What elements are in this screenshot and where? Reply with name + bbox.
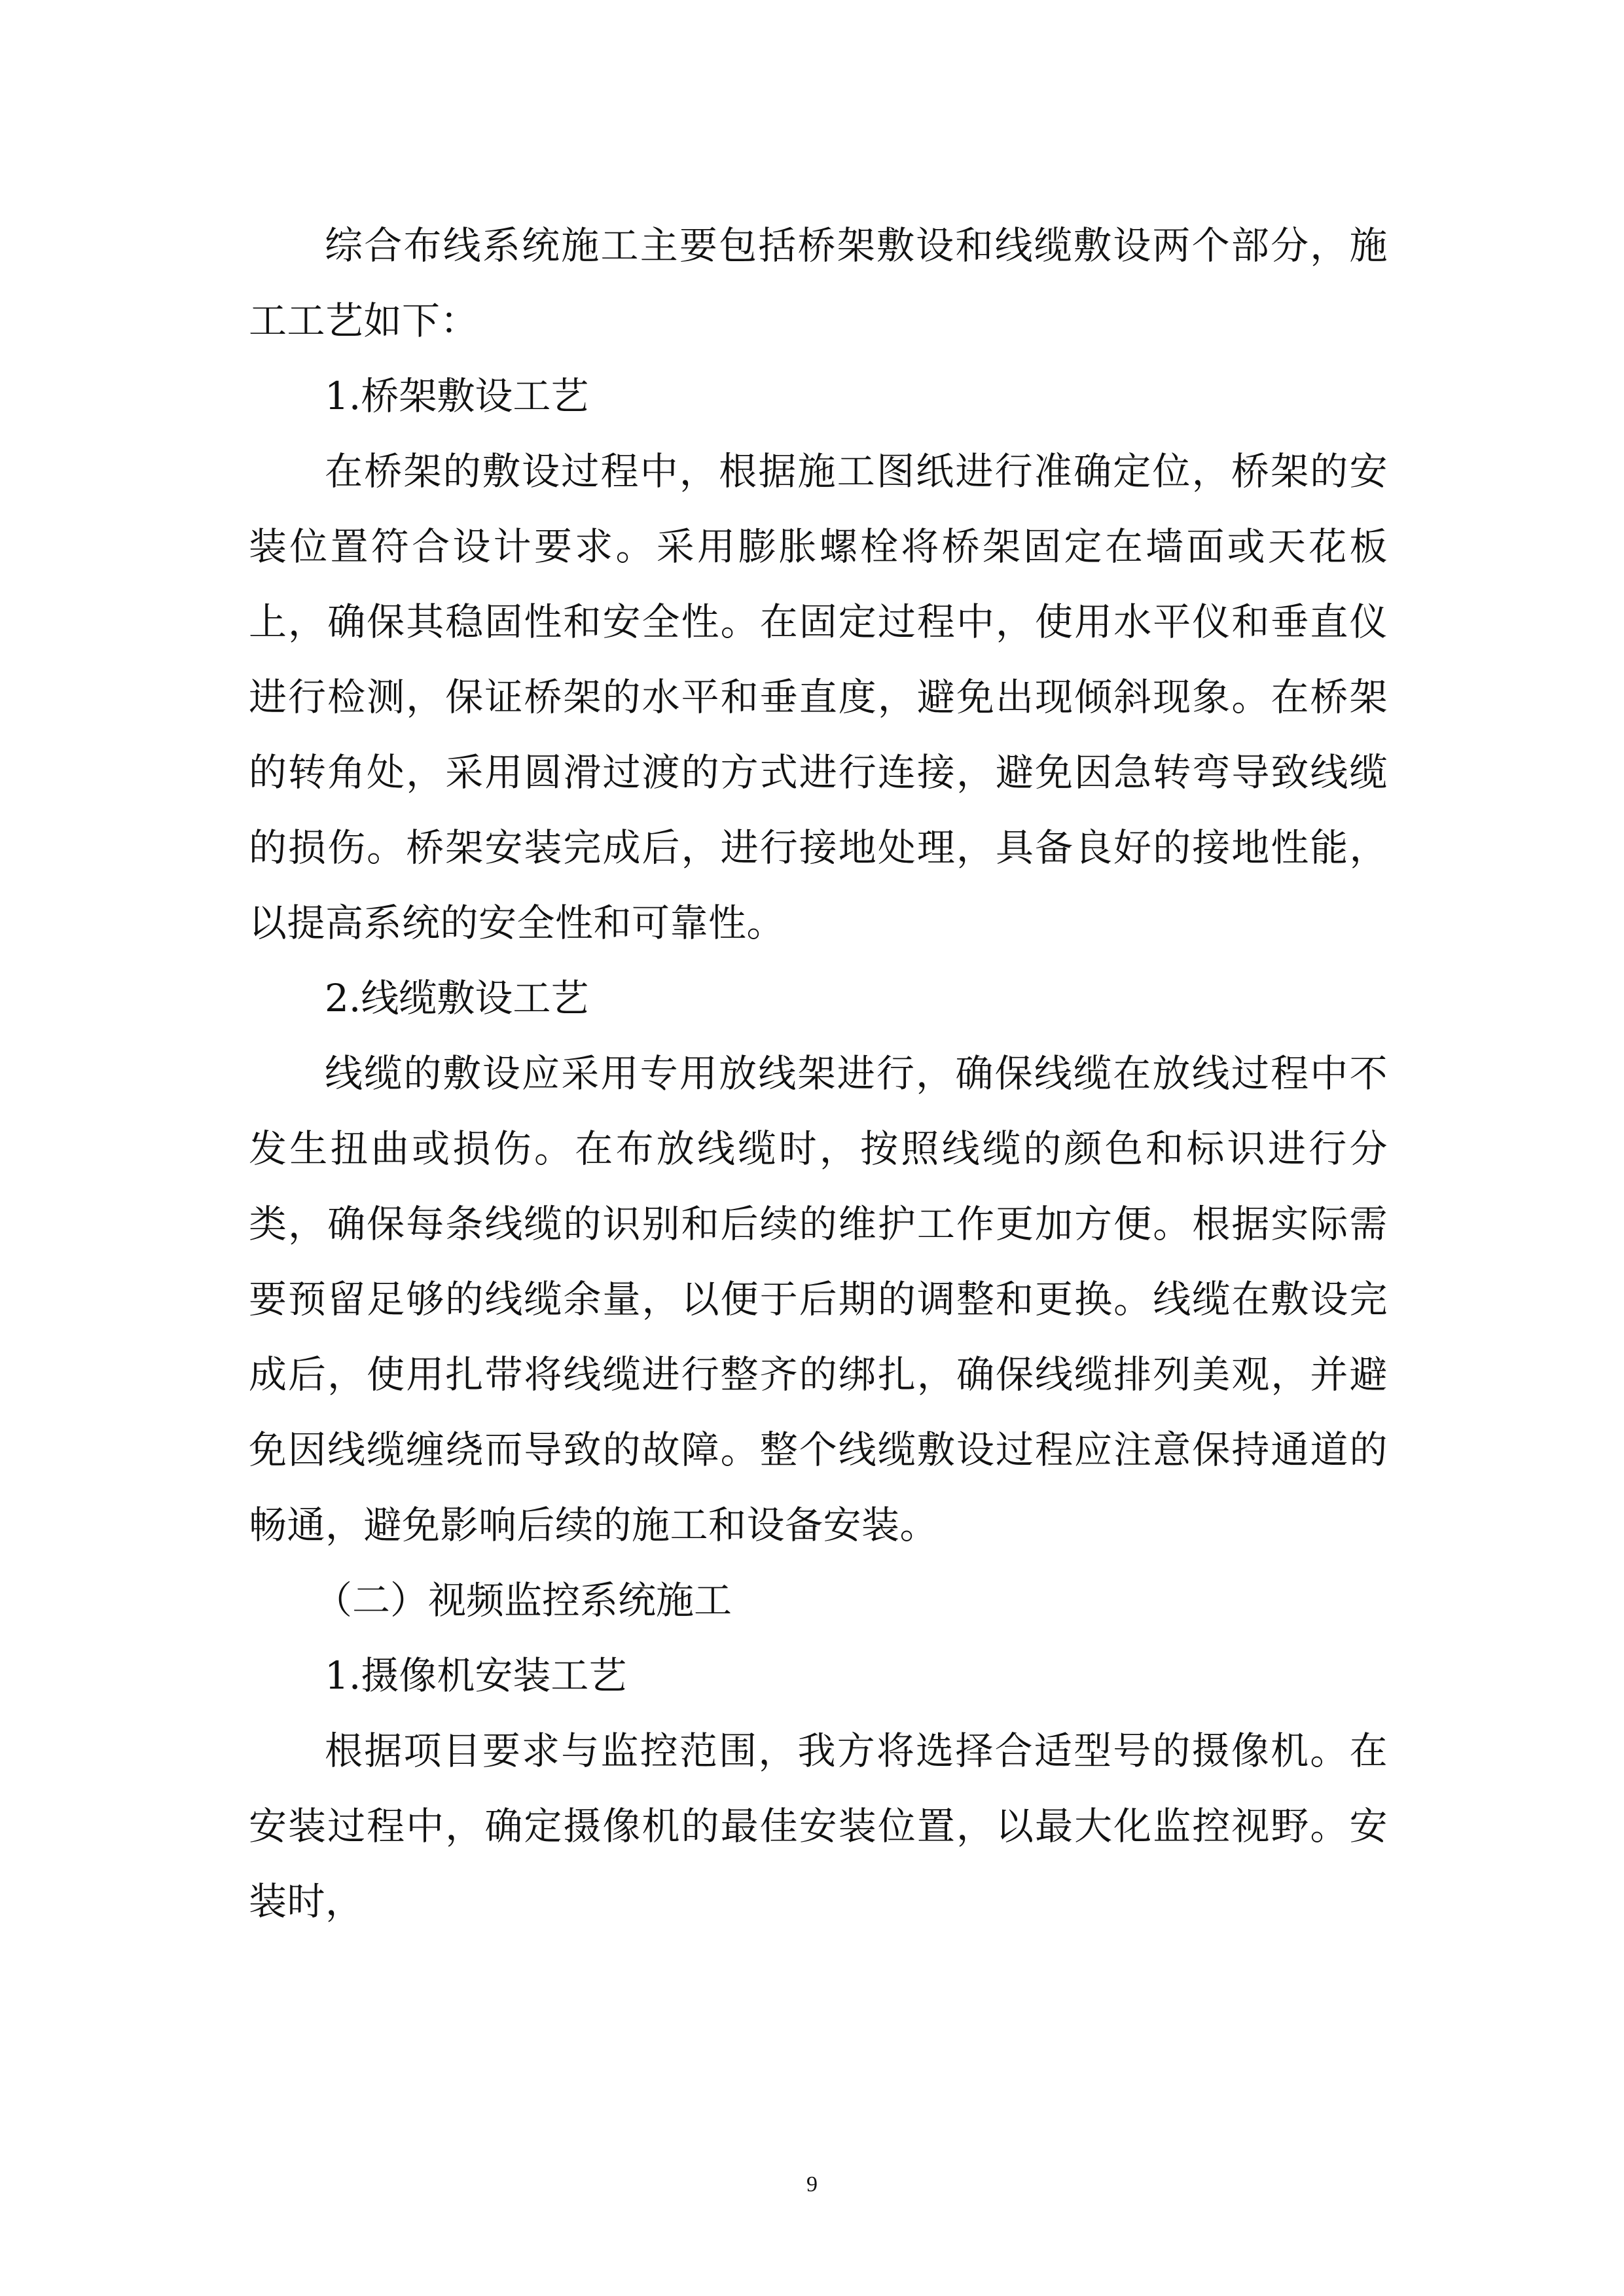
paragraph-camera-install: 根据项目要求与监控范围，我方将选择合适型号的摄像机。在安装过程中，确定摄像机的最佳安装位置，以最大化监控视野。安装时， — [249, 1729, 1388, 1924]
page-number: 9 — [806, 2172, 818, 2197]
heading-camera-install: 1.摄像机安装工艺 — [325, 1653, 627, 1698]
heading-bridge-laying: 1.桥架敷设工艺 — [325, 374, 589, 418]
heading-cable-laying: 2.线缆敷设工艺 — [325, 976, 589, 1020]
paragraph-cable-laying: 线缆的敷设应采用专用放线架进行，确保线缆在放线过程中不发生扭曲或损伤。在布放线缆时，按照线缆的颜色和标识进行分类，确保每条线缆的识别和后续的维护工作更加方便。根据实际需要预留足够的线缆余量，以便于后期的调整和更换。线缆在敷设完成后，使用扎带将线缆进行整齐的绑扎，确保线缆排列美观，并避免因线缆缠绕而导致的故障。整个线缆敷设过程应注意保持通道的畅通，避免影响后续的施工和设备安装。 — [249, 1051, 1388, 1547]
paragraph-intro: 综合布线系统施工主要包括桥架敷设和线缆敷设两个部分，施工工艺如下： — [249, 223, 1388, 343]
paragraph-bridge-laying: 在桥架的敷设过程中，根据施工图纸进行准确定位，桥架的安装位置符合设计要求。采用膨胀螺栓将桥架固定在墙面或天花板上，确保其稳固性和安全性。在固定过程中，使用水平仪和垂直仪进行检测，保证桥架的水平和垂直度，避免出现倾斜现象。在桥架的转角处，采用圆滑过渡的方式进行连接，避免因急转弯导致线缆的损伤。桥架安装完成后，进行接地处理，具备良好的接地性能，以提高系统的安全性和可靠性。 — [249, 449, 1388, 945]
heading-video-surveillance: （二）视频监控系统施工 — [314, 1578, 732, 1623]
document-body — [249, 208, 1388, 1939]
